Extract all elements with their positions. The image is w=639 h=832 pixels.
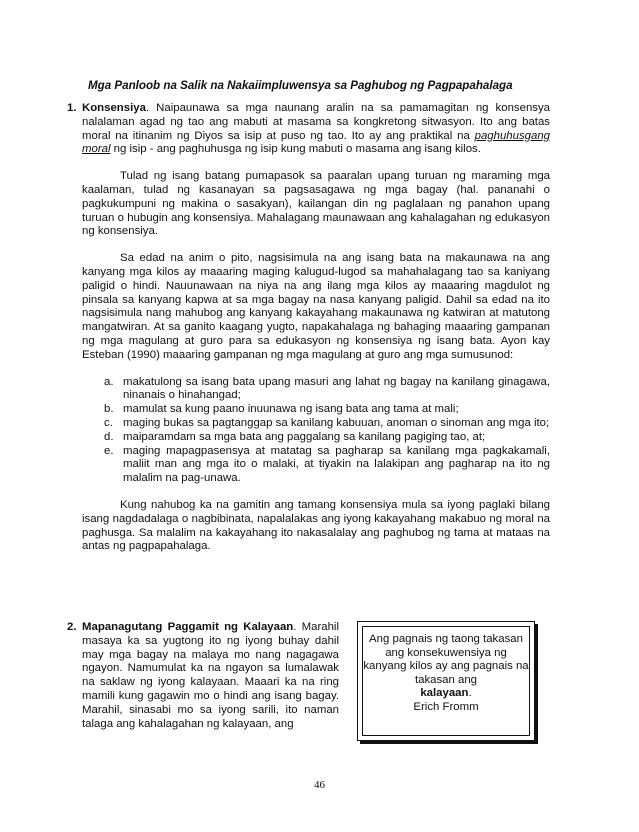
quote-emphasis: kalayaan	[420, 687, 469, 700]
list-letter: d.	[104, 430, 114, 443]
section-body	[82, 102, 550, 157]
paragraph: Sa edad na anim o pito, nagsisimula na ang isang bata na makaunawa na ang kanyang mga kilos ay maaaring maging kalugud-lugod sa mahahalagang tao sa kaniyang paligid o hindi. Nauunawaan na niya na ang ilang mga kilos ay maaaring magdulot ng pinsala sa kanyang kapwa at sa mga bagay na nasa kanyang paligid. Dahil sa edad na ito nagsisimula nang mahubog ang kanyang kakayahang makaunawa ng katwiran at matutong mangatwiran. At sa ganito kaagang yugto, napakahalaga ng bahaging maaaring gampanan ng mga magulang at guro para sa edukasyon ng konsensiya ng isang bata. Ayon kay Esteban (1990) maaaring gampanan ng mga magulang at guro ang mga sumusunod:	[82, 252, 550, 361]
emphasis-term: paghuhusgang moral	[82, 129, 550, 156]
list-item	[104, 403, 550, 417]
quote-end: .	[468, 687, 472, 700]
list-item	[104, 445, 550, 486]
list-text: makatulong sa isang bata upang masuri ang lahat ng bagay na kanilang ginagawa, ninanais o hinahangad;	[123, 375, 550, 402]
intro-text-a: . Naipaunawa sa mga naunang aralin na sa pamamagitan ng konsensya nalalaman agad ng tao ang mabuti at masama sa kongkretong sitwasyon. Ito ang batas moral na itinanim ng Diyos sa isip at puso ng tao. Ito ay ang praktikal na	[82, 102, 550, 142]
list-item	[104, 431, 550, 445]
page-title: Mga Panloob na Salik na Nakaiimpluwensya sa Paghubog ng Pagpapahalaga	[88, 79, 513, 92]
quote-inner-frame	[362, 626, 530, 736]
list-letter: b.	[104, 403, 114, 416]
list-text: maiparamdam sa mga bata ang paggalang sa kanilang pagiging tao, at;	[123, 430, 486, 443]
list-text: maging mapagpasensya at matatag sa pagharap sa kanilang mga pagkakamali, maliit man ang mga ito o malaki, at tiyakin na lalakipan ang pagharap na ito ng malalim na pag-unawa.	[123, 444, 550, 485]
paragraph: Tulad ng isang batang pumapasok sa paaralan upang turuan ng maraming mga kaalaman, tulad ng kasanayan sa pagsasagawa ng mga bagay (hal. pananahi o pagkukumpuni ng makina o sasakyan), kailangan din ng paglalaan ng panahon upang turuan o hubugin ang konsensiya. Mahalagang maunawaan ang kahalagahan ng edukasyon ng konsensiya.	[82, 170, 550, 238]
list-text: mamulat sa kung paano inuunawa ng isang bata ang tama at mali;	[123, 403, 459, 416]
section-1-intro	[67, 102, 550, 157]
quote-author: Erich Fromm	[413, 700, 479, 713]
section-number: 1.	[67, 102, 77, 114]
intro-text-b: ng isip - ang paghuhusga ng isip kung mabuti o masama ang isang kilos.	[110, 143, 481, 156]
section-konsensiya	[67, 102, 550, 554]
section-kalayaan	[67, 621, 339, 731]
lettered-list	[82, 376, 550, 486]
list-item	[104, 376, 550, 404]
list-letter: e.	[104, 444, 114, 457]
list-item	[104, 417, 550, 431]
quote-text: Ang pagnais ng taong takasan ang konsekuwensiya ng kanyang kilos ay ang pagnais na takasan ang	[363, 633, 529, 686]
page-number: 46	[314, 779, 325, 791]
section-body	[82, 621, 339, 731]
list-letter: c.	[104, 416, 113, 429]
quote-box	[357, 621, 535, 741]
list-letter: a.	[104, 375, 114, 388]
section-number: 2.	[67, 621, 77, 633]
list-text: maging bukas sa pagtanggap sa kanilang kabuuan, anoman o sinoman ang mga ito;	[123, 416, 550, 429]
paragraph: Kung nahubog ka na gamitin ang tamang konsensiya mula sa iyong paglaki bilang isang nagdadalaga o nagbibinata, napalalakas ang iyong kakayahang makabuo ng moral na paghusga. Sa malalim na kakayahang ito nakasalalay ang paghubog ng tama at mataas na antas ng pagpapahalaga.	[82, 498, 550, 553]
section-heading: Mapanagutang Paggamit ng Kalayaan	[82, 621, 294, 633]
section-text: . Marahil masaya ka sa yugtong ito ng iyong buhay dahil may mga bagay na malaya mo nang nagagawa ngayon. Namumulat ka na ngayon sa lumalawak na saklaw ng iyong kalayaan. Maaari ka na ring mamili kung gagawin mo o hindi ang isang bagay. Marahil, sinasabi mo sa iyong sarili, ito naman talaga ang kahalagahan ng kalayaan, ang	[82, 621, 339, 730]
section-heading: Konsensiya	[82, 102, 146, 114]
